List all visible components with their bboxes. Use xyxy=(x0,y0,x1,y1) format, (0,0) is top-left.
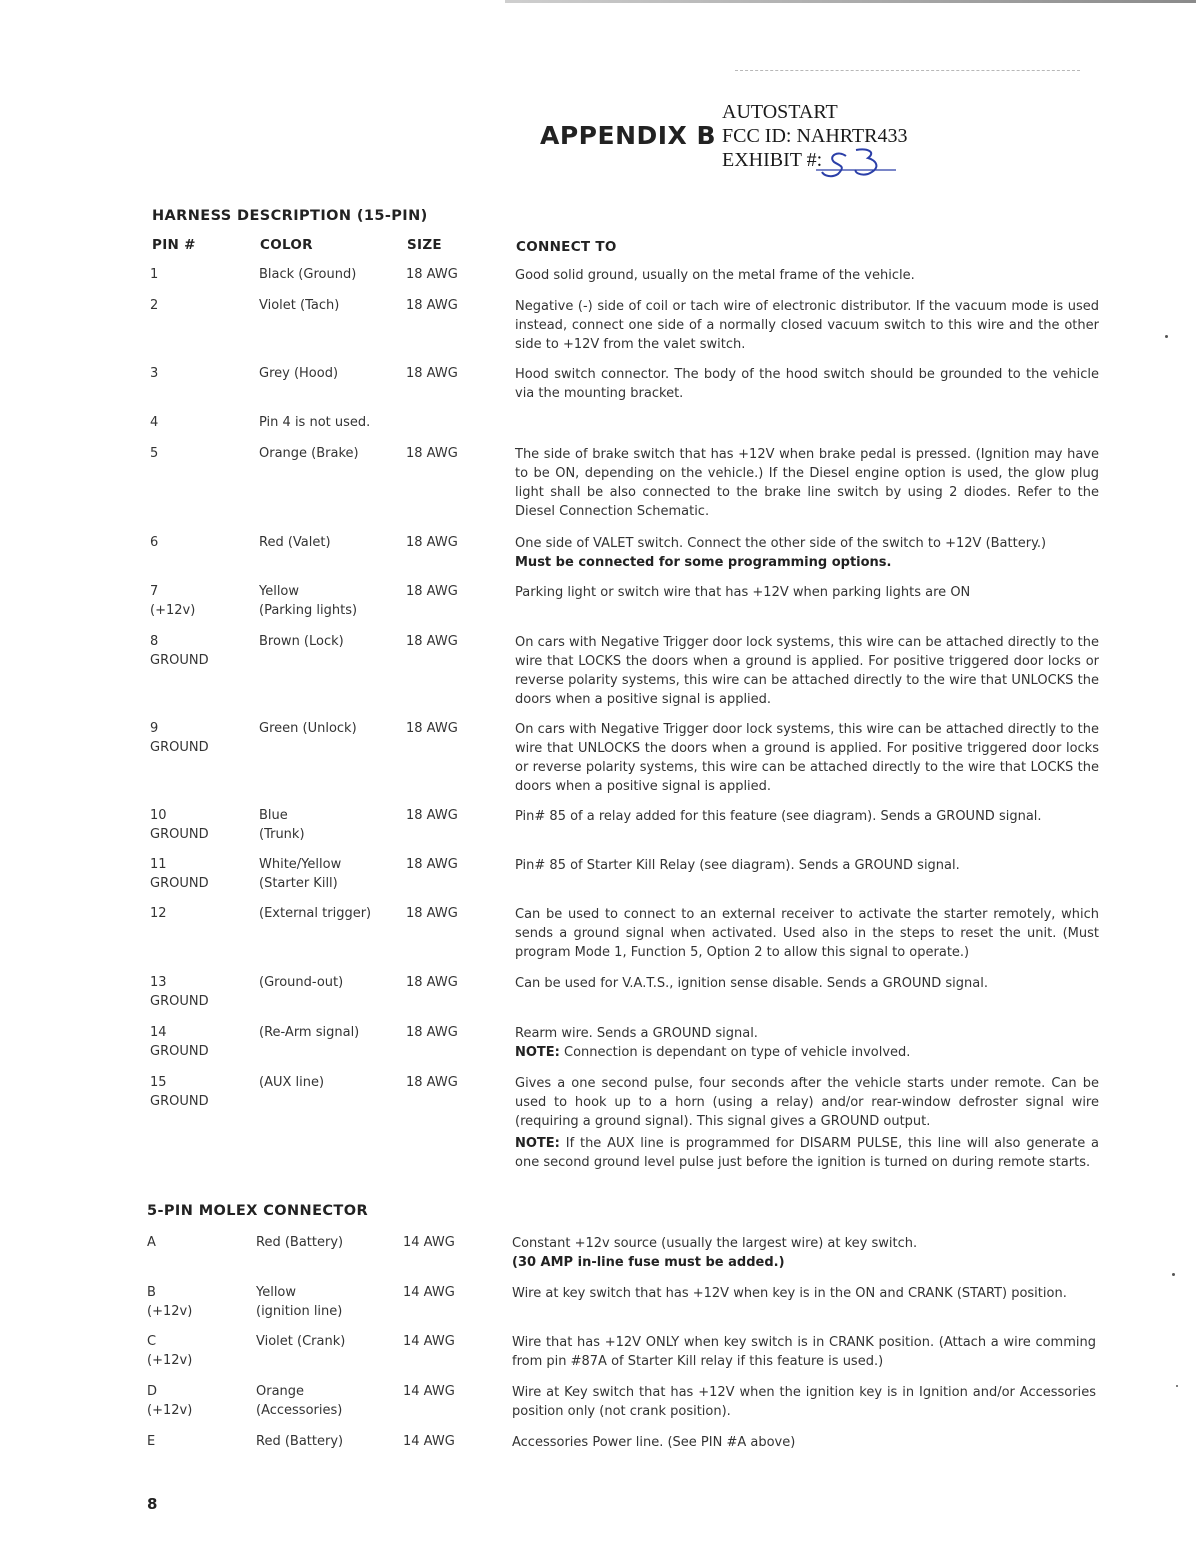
connection-description xyxy=(515,365,1099,403)
wire-color xyxy=(256,1432,343,1451)
pin-polarity: GROUND xyxy=(150,827,209,842)
connection-description xyxy=(512,1234,1096,1272)
connection-description xyxy=(515,905,1099,962)
pin-number xyxy=(150,533,158,552)
wire-gauge: 14 AWG xyxy=(403,1334,455,1349)
wire-color-label: Red (Battery) xyxy=(256,1434,344,1449)
connection-important: (30 AMP in-line fuse must be added.) xyxy=(512,1255,785,1270)
wire-color xyxy=(259,855,341,893)
connection-important: Must be connected for some programming options. xyxy=(515,555,892,570)
connection-description xyxy=(512,1433,1096,1452)
pin-polarity: GROUND xyxy=(150,876,209,891)
pin-label: 15 xyxy=(150,1075,167,1090)
pin-number xyxy=(150,719,209,757)
column-header-size: SIZE xyxy=(407,237,442,253)
pin-label: 10 xyxy=(150,808,167,823)
wire-gauge: 18 AWG xyxy=(406,857,458,872)
appendix-title: APPENDIX B xyxy=(540,121,717,150)
wire-gauge: 18 AWG xyxy=(406,1025,458,1040)
connection-description xyxy=(515,807,1099,826)
wire-gauge: 18 AWG xyxy=(406,808,458,823)
connection-text: On cars with Negative Trigger door lock systems, this wire can be attached directly to the wire that UNLOCKS the doors when a ground is applied. For positive triggered door locks or reverse polarity systems, this wire can be attached directly to the wire that LOCKS the doors when a positive signal is applied. xyxy=(515,722,1099,794)
wire-gauge: 18 AWG xyxy=(406,446,458,461)
pin-number xyxy=(150,413,158,432)
connection-description xyxy=(515,1074,1099,1172)
wire-color xyxy=(259,582,357,620)
wire-color xyxy=(259,973,343,992)
note-label: NOTE: xyxy=(515,1045,560,1060)
pin-label: 4 xyxy=(150,415,159,430)
wire-gauge: 18 AWG xyxy=(406,298,458,313)
wire-color-label: Orange (Brake) xyxy=(259,446,359,461)
wire-color xyxy=(256,1233,343,1252)
connection-text: On cars with Negative Trigger door lock systems, this wire can be attached directly to the wire that LOCKS the doors when a ground is applied. For positive triggered door locks or reverse polarity systems, this wire can be attached directly to the wire that UNLOCKS the doors when a positive signal is applied. xyxy=(515,635,1099,707)
connection-description xyxy=(515,720,1099,796)
wire-color-label: Yellow xyxy=(256,1285,297,1300)
molex-heading: 5-PIN MOLEX CONNECTOR xyxy=(147,1203,369,1219)
pin-label: 6 xyxy=(150,535,159,550)
wire-color-label: Violet (Tach) xyxy=(259,298,340,313)
wire-color xyxy=(259,364,338,383)
connection-text: The side of brake switch that has +12V when brake pedal is pressed. (Ignition may have to be ON, depending on the vehicle.) If the Diesel engine option is used, the glow plug light shall be also connected to the brake line switch by using 2 diodes. Refer to the Diesel Connection Schematic. xyxy=(515,447,1099,519)
pin-label: 2 xyxy=(150,298,159,313)
connection-text: Can be used to connect to an external receiver to activate the starter remotely, which sends a ground signal when activated. Used also in the steps to reset the unit. (Must program Mode 1, Function 5, Option 2 to allow this signal to operate.) xyxy=(515,907,1099,960)
wire-color xyxy=(259,265,356,284)
wire-gauge: 14 AWG xyxy=(403,1434,455,1449)
pin-polarity: (+12v) xyxy=(147,1353,193,1368)
pin-number xyxy=(150,582,195,620)
scan-speck xyxy=(1165,335,1168,338)
wire-color xyxy=(259,1023,359,1042)
pin-label: 5 xyxy=(150,446,159,461)
scan-artifact-line xyxy=(735,70,1080,71)
wire-color-label: Green (Unlock) xyxy=(259,721,357,736)
connection-text: Wire at Key switch that has +12V when the ignition key is in Ignition and/or Accessories position only (not crank position). xyxy=(512,1385,1096,1419)
pin-label: D xyxy=(147,1384,158,1399)
pin-label: E xyxy=(147,1434,156,1449)
connection-description xyxy=(515,856,1099,875)
wire-gauge: 18 AWG xyxy=(406,975,458,990)
wire-color-label: Orange xyxy=(256,1384,305,1399)
wire-color-label: Blue xyxy=(259,808,288,823)
connection-text: Gives a one second pulse, four seconds after the vehicle starts under remote. Can be used to hook up to a horn (using a relay) and/or rear-window defroster signal wire (requiring a ground signal). This signal gives a GROUND output. xyxy=(515,1076,1099,1129)
connection-text: Accessories Power line. (See PIN #A above) xyxy=(512,1435,796,1450)
connection-description xyxy=(515,633,1099,709)
wire-color xyxy=(259,444,359,463)
connection-text: Parking light or switch wire that has +12V when parking lights are ON xyxy=(515,585,971,600)
connection-note xyxy=(515,1134,1099,1172)
connection-note xyxy=(515,1043,1099,1062)
pin-polarity: (+12v) xyxy=(150,603,196,618)
wire-function: (Starter Kill) xyxy=(259,876,338,891)
column-header-pin: PIN # xyxy=(152,237,196,253)
pin-number xyxy=(150,364,158,383)
wire-color xyxy=(259,904,371,923)
wire-color xyxy=(256,1382,342,1420)
pin-label: 11 xyxy=(150,857,167,872)
stamp-exhibit-label: EXHIBIT #: xyxy=(722,149,823,171)
wire-gauge: 18 AWG xyxy=(406,906,458,921)
stamp-line-autostart: AUTOSTART xyxy=(722,101,838,123)
note-text: Connection is dependant on type of vehicle involved. xyxy=(564,1045,911,1060)
connection-text: Rearm wire. Sends a GROUND signal. xyxy=(515,1026,758,1041)
connection-description xyxy=(512,1333,1096,1371)
wire-gauge: 14 AWG xyxy=(403,1285,455,1300)
note-text: If the AUX line is programmed for DISARM PULSE, this line will also generate a one second ground level pulse just before the ignition is turned on during remote starts. xyxy=(515,1136,1100,1170)
pin-label: 8 xyxy=(150,634,159,649)
pin-label: 9 xyxy=(150,721,159,736)
wire-gauge: 18 AWG xyxy=(406,535,458,550)
pin-label: A xyxy=(147,1235,156,1250)
harness-heading: HARNESS DESCRIPTION (15-PIN) xyxy=(152,208,428,224)
pin-label: 7 xyxy=(150,584,159,599)
connection-text: Good solid ground, usually on the metal frame of the vehicle. xyxy=(515,268,915,283)
wire-color-label: Pin 4 is not used. xyxy=(259,415,371,430)
wire-gauge: 18 AWG xyxy=(406,634,458,649)
connection-description xyxy=(515,534,1099,572)
pin-number xyxy=(147,1382,192,1420)
wire-gauge: 14 AWG xyxy=(403,1384,455,1399)
pin-number xyxy=(150,1023,209,1061)
wire-gauge: 18 AWG xyxy=(406,267,458,282)
pin-label: 14 xyxy=(150,1025,167,1040)
wire-color xyxy=(259,632,344,651)
wire-gauge: 18 AWG xyxy=(406,366,458,381)
handwritten-exhibit-number xyxy=(822,148,912,172)
connection-description xyxy=(512,1284,1096,1303)
connection-description xyxy=(515,583,1099,602)
wire-color-label: Red (Valet) xyxy=(259,535,331,550)
wire-function: (ignition line) xyxy=(256,1304,343,1319)
pin-number xyxy=(150,632,209,670)
fcc-stamp xyxy=(722,100,912,172)
pin-number xyxy=(150,904,167,923)
connection-text: Negative (-) side of coil or tach wire of electronic distributor. If the vacuum mode is used instead, connect one side of a normally closed vacuum switch to this wire and the other side to +12V from the valet switch. xyxy=(515,299,1099,352)
wire-color-label: (Ground-out) xyxy=(259,975,344,990)
wire-color xyxy=(259,806,305,844)
connection-text: One side of VALET switch. Connect the other side of the switch to +12V (Battery.) xyxy=(515,536,1047,551)
scan-speck xyxy=(1172,1273,1175,1276)
wire-color xyxy=(259,533,331,552)
pin-label: 3 xyxy=(150,366,159,381)
pin-label: C xyxy=(147,1334,157,1349)
pin-polarity: GROUND xyxy=(150,994,209,1009)
pin-label: 1 xyxy=(150,267,159,282)
pin-number xyxy=(150,1073,209,1111)
pin-polarity: GROUND xyxy=(150,1094,209,1109)
connection-text: Can be used for V.A.T.S., ignition sense disable. Sends a GROUND signal. xyxy=(515,976,988,991)
connection-text: Wire that has +12V ONLY when key switch is in CRANK position. (Attach a wire comming from pin #87A of Starter Kill relay if this feature is used.) xyxy=(512,1335,1096,1369)
stamp-line-fcc-id: FCC ID: NAHRTR433 xyxy=(722,125,908,147)
note-label: NOTE: xyxy=(515,1136,560,1151)
pin-number xyxy=(150,806,209,844)
pin-polarity: (+12v) xyxy=(147,1403,193,1418)
connection-description xyxy=(515,1024,1099,1062)
wire-color-label: Black (Ground) xyxy=(259,267,357,282)
wire-color xyxy=(259,296,339,315)
scan-speck xyxy=(1176,1385,1178,1387)
wire-function: (Parking lights) xyxy=(259,603,358,618)
wire-function: (Trunk) xyxy=(259,827,305,842)
column-header-color: COLOR xyxy=(260,237,313,253)
wire-color xyxy=(259,413,370,432)
pin-number xyxy=(147,1283,192,1321)
pin-number xyxy=(150,855,209,893)
wire-function: (Accessories) xyxy=(256,1403,343,1418)
pin-number xyxy=(150,973,209,1011)
pin-polarity: GROUND xyxy=(150,653,209,668)
connection-description xyxy=(515,445,1099,521)
connection-text: Pin# 85 of Starter Kill Relay (see diagram). Sends a GROUND signal. xyxy=(515,858,960,873)
wire-color-label: (External trigger) xyxy=(259,906,372,921)
connection-description xyxy=(512,1383,1096,1421)
pin-label: 12 xyxy=(150,906,167,921)
wire-gauge: 18 AWG xyxy=(406,1075,458,1090)
wire-color-label: (Re-Arm signal) xyxy=(259,1025,360,1040)
connection-description xyxy=(515,266,1099,285)
wire-gauge: 18 AWG xyxy=(406,584,458,599)
stamp-line-exhibit xyxy=(722,148,912,172)
connection-text: Pin# 85 of a relay added for this feature (see diagram). Sends a GROUND signal. xyxy=(515,809,1042,824)
pin-number xyxy=(150,296,158,315)
wire-color-label: Brown (Lock) xyxy=(259,634,344,649)
page-number: 8 xyxy=(147,1495,158,1513)
connection-description xyxy=(515,974,1099,993)
connection-text: Wire at key switch that has +12V when key is in the ON and CRANK (START) position. xyxy=(512,1286,1067,1301)
pin-number xyxy=(150,265,158,284)
connection-text: Hood switch connector. The body of the hood switch should be grounded to the vehicle via the mounting bracket. xyxy=(515,367,1099,401)
pin-number xyxy=(147,1233,156,1252)
wire-color-label: (AUX line) xyxy=(259,1075,325,1090)
pin-number xyxy=(147,1332,192,1370)
pin-number xyxy=(147,1432,155,1451)
wire-color-label: Grey (Hood) xyxy=(259,366,339,381)
wire-color xyxy=(256,1283,342,1321)
pin-label: B xyxy=(147,1285,156,1300)
wire-gauge: 18 AWG xyxy=(406,721,458,736)
pin-polarity: GROUND xyxy=(150,1044,209,1059)
column-header-connect-to: CONNECT TO xyxy=(516,239,617,255)
wire-color-label: Yellow xyxy=(259,584,300,599)
wire-color xyxy=(259,1073,324,1092)
wire-color xyxy=(259,719,357,738)
connection-description xyxy=(515,297,1099,354)
wire-color-label: Red (Battery) xyxy=(256,1235,344,1250)
pin-polarity: (+12v) xyxy=(147,1304,193,1319)
pin-label: 13 xyxy=(150,975,167,990)
wire-color-label: White/Yellow xyxy=(259,857,342,872)
connection-text: Constant +12v source (usually the largest wire) at key switch. xyxy=(512,1236,918,1251)
wire-color xyxy=(256,1332,345,1351)
scan-edge xyxy=(505,0,1196,3)
pin-polarity: GROUND xyxy=(150,740,209,755)
pin-number xyxy=(150,444,158,463)
wire-color-label: Violet (Crank) xyxy=(256,1334,346,1349)
wire-gauge: 14 AWG xyxy=(403,1235,455,1250)
